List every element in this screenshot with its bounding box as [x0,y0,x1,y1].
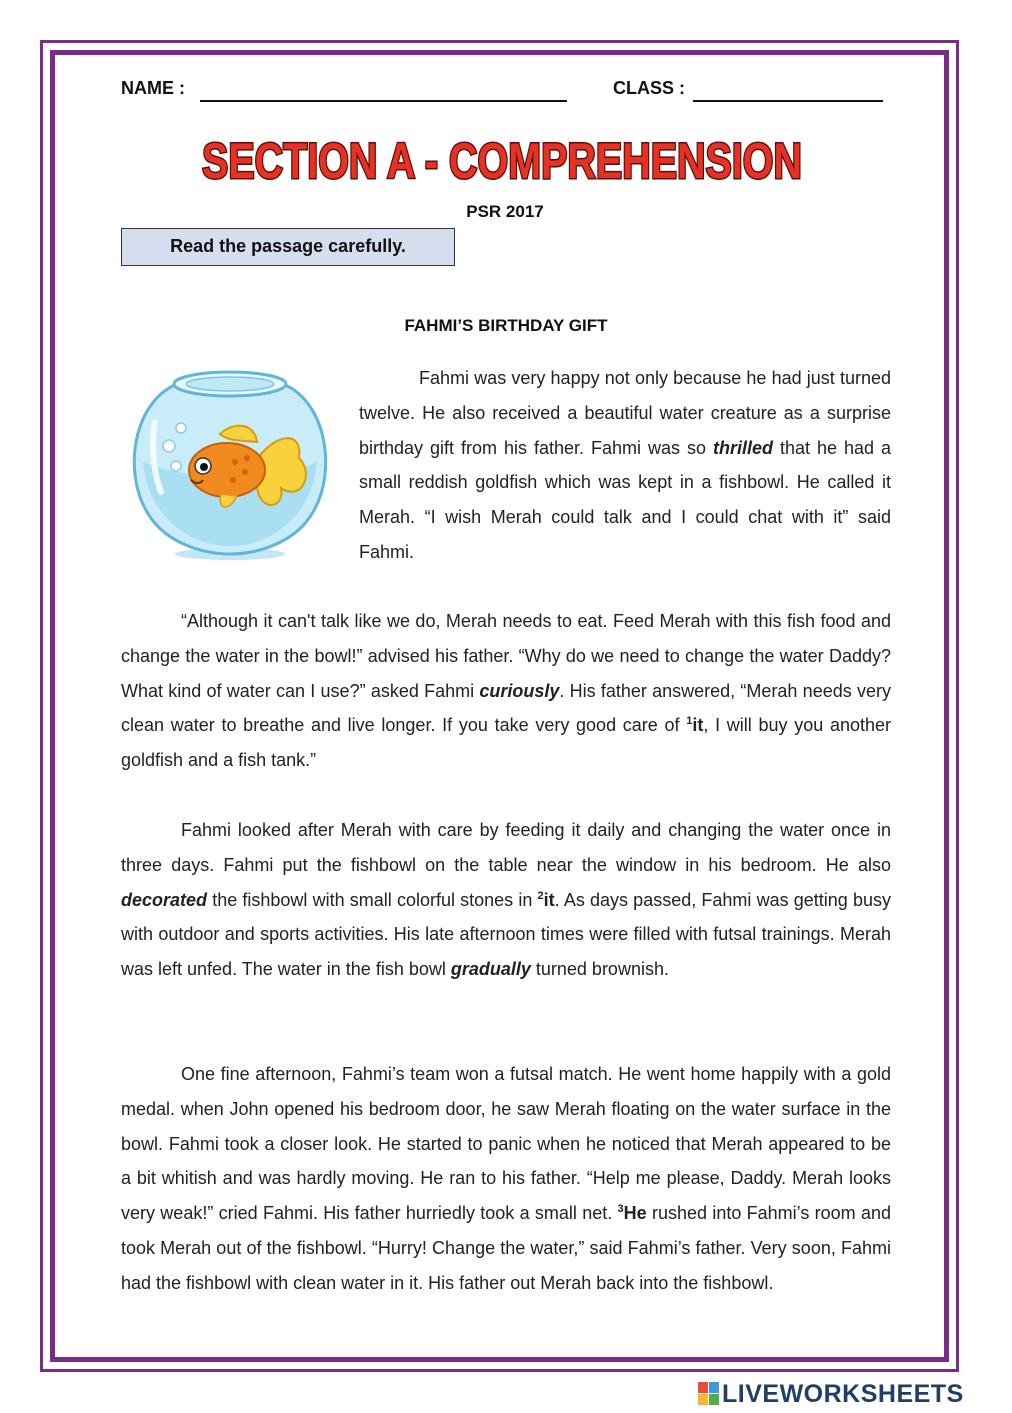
instruction-box: Read the passage carefully. [121,228,455,266]
class-blank[interactable] [693,78,883,102]
exam-label: PSR 2017 [466,202,544,221]
vocab-gradually: gradually [450,959,531,980]
ref-number-3: 3 [617,1203,624,1216]
p1-text-c: that he had a small reddish goldfish which was kept in a fishbowl. He called it Merah. “I wish Merah could talk and I could chat with it” said Fahmi. [359,437,891,562]
p3-text-c: the fishbowl with small colorful stones in [207,889,538,910]
p3-text-a: Fahmi looked after Merah with care by feeding it daily and changing the water once in three days. Fahmi put the fishbowl on the table near the window in his bedroom. He also [121,820,891,875]
header-row [121,78,891,104]
p2-text-a: “Although it can't talk like we do, Merah needs to eat. Feed Merah with this fish food and change the water in the bowl!” advised his father. “Why do we need to change the water Daddy? What kind of water can I use?” asked Fahmi [121,611,891,701]
p2-text-c: . His father answered, “Merah needs very clean water to breathe and live longer. If you take very good care of [121,680,891,736]
liveworksheets-logo-icon [698,1382,720,1406]
vocab-thrilled: thrilled [712,437,773,458]
ref-word-1: it [692,715,704,736]
name-label: NAME : [121,78,185,98]
story-paragraph-3 [121,813,891,987]
name-blank[interactable] [200,78,567,102]
p4-text-c: rushed into Fahmi’s room and took Merah out of the fishbowl. “Hurry! Change the water,” said Fahmi’s father. Very soon, Fahmi had the fishbowl with clean water in it. His father out Merah back into the fishbowl. [121,1203,892,1293]
story-paragraph-2 [121,604,891,778]
class-label: CLASS : [613,78,685,98]
vocab-curiously: curiously [479,680,560,701]
section-title [190,126,815,192]
story-paragraph-1 [359,361,891,570]
p3-text-e: . As days passed, Fahmi was getting busy with outdoor and sports activities. His late afternoon times were filled with futsal trainings. Merah was left unfed. The water in the fish bowl [121,889,891,980]
p3-text-g: turned brownish. [530,959,669,980]
ref-word-3: He [623,1203,647,1224]
vocab-decorated: decorated [121,889,208,910]
p4-text-a: One fine afternoon, Fahmi’s team won a futsal match. He went home happily with a gold medal. when John opened his bedroom door, he saw Merah floating on the water surface in the bowl. Fahmi took a closer look. He started to panic when he noticed that Merah appeared to be a bit whitish and was hardly moving. He ran to his father. “Help me please, Daddy. Merah looks very weak!” cried Fahmi. His father hurriedly took a small net. [121,1064,891,1224]
section-title-text: SECTION A - COMPREHENSION [202,133,802,189]
liveworksheets-footer[interactable] [698,1378,998,1410]
liveworksheets-brand: LIVEWORKSHEETS [722,1380,964,1408]
ref-number-2: 2 [537,889,544,902]
goldfish-bowl-image [125,362,335,562]
ref-number-1: 1 [686,715,693,728]
story-paragraph-4 [121,1057,891,1301]
ref-word-2: it [543,889,555,910]
story-title: FAHMI’S BIRTHDAY GIFT [404,316,608,335]
p1-text-a: Fahmi was very happy not only because he had just turned twelve. He also received a beautiful water creature as a surprise birthday gift from his father. Fahmi was so [359,368,891,458]
p2-text-e: , I will buy you another goldfish and a fish tank.” [121,715,891,771]
